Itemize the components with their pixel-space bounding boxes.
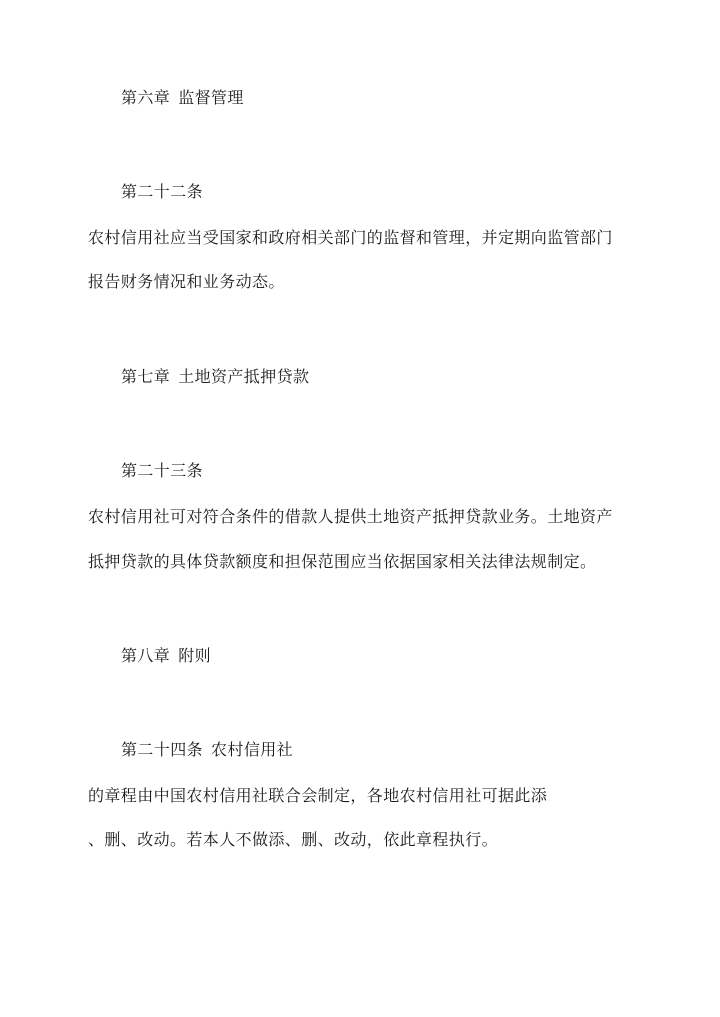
chapter-7-number: 第七章 [121, 367, 171, 386]
article-23-line-1: 农村信用社可对符合条件的借款人提供土地资产抵押贷款业务。土地资产 [88, 507, 613, 526]
article-24-heading [121, 740, 293, 760]
chapter-6-number: 第六章 [121, 88, 171, 107]
chapter-6-heading [121, 88, 244, 108]
article-24-line-1: 的章程由中国农村信用社联合会制定，各地农村信用社可据此添 [88, 786, 548, 805]
article-23-line-2: 抵押贷款的具体贷款额度和担保范围应当依据国家相关法律法规制定。 [88, 552, 597, 571]
article-24-subject: 农村信用社 [211, 740, 294, 759]
chapter-8-number: 第八章 [121, 646, 171, 665]
chapter-8-heading [121, 646, 211, 666]
chapter-8-title: 附则 [178, 646, 212, 665]
article-24-line-2: 、删、改动。若本人不做添、删、改动，依此章程执行。 [88, 830, 499, 849]
chapter-7-heading [121, 367, 309, 387]
article-22-line-2: 报告财务情况和业务动态。 [88, 272, 285, 291]
article-24-number: 第二十四条 [121, 740, 204, 759]
article-23-heading: 第二十三条 [121, 461, 204, 480]
chapter-6-title: 监督管理 [178, 88, 244, 107]
article-22-heading: 第二十二条 [121, 182, 204, 201]
chapter-7-title: 土地资产抵押贷款 [178, 367, 310, 386]
article-22-line-1: 农村信用社应当受国家和政府相关部门的监督和管理，并定期向监管部门 [88, 228, 613, 247]
